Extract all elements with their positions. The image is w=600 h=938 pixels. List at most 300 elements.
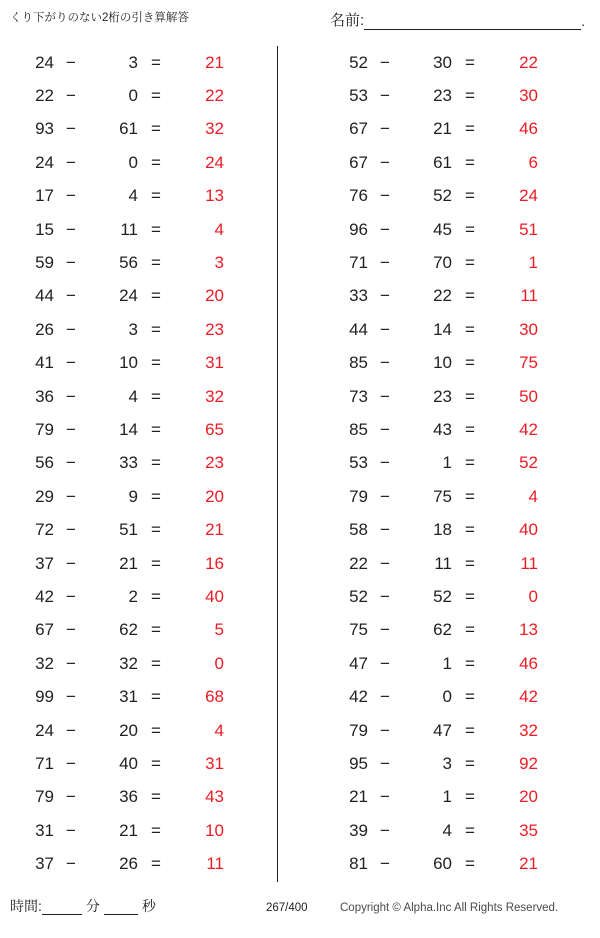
problem-row	[322, 380, 592, 413]
answer: 40	[205, 586, 224, 606]
minus-icon: −	[380, 419, 390, 439]
operand-b: 23	[433, 386, 452, 406]
operand-a: 99	[35, 687, 54, 707]
answer: 75	[519, 353, 538, 373]
minus-icon: −	[380, 753, 390, 773]
operand-a: 53	[349, 453, 368, 473]
minus-icon: −	[66, 52, 76, 72]
minus-icon: −	[66, 419, 76, 439]
answer: 35	[519, 820, 538, 840]
equals-sign: =	[151, 386, 161, 406]
minus-icon: −	[380, 620, 390, 640]
problem-row	[8, 313, 288, 346]
minus-icon: −	[66, 787, 76, 807]
minus-icon: −	[66, 586, 76, 606]
operand-a: 42	[349, 687, 368, 707]
answer: 1	[528, 253, 538, 273]
problem-row	[8, 847, 288, 880]
operand-a: 72	[35, 520, 54, 540]
operand-b: 30	[433, 52, 452, 72]
operand-a: 52	[349, 52, 368, 72]
operand-a: 22	[35, 86, 54, 106]
equals-sign: =	[465, 753, 475, 773]
problem-row	[322, 46, 592, 79]
minutes-input-line[interactable]	[42, 898, 82, 915]
operand-b: 3	[128, 319, 138, 339]
operand-a: 67	[349, 152, 368, 172]
operand-a: 59	[35, 253, 54, 273]
page-header	[0, 0, 600, 40]
answer: 24	[519, 186, 538, 206]
problem-row	[322, 680, 592, 713]
operand-b: 52	[433, 186, 452, 206]
problem-row	[8, 213, 288, 246]
problem-row	[8, 747, 288, 780]
problem-grid	[0, 46, 600, 888]
page-number: 267/400	[266, 902, 308, 914]
problem-row	[8, 480, 288, 513]
answer: 50	[519, 386, 538, 406]
operand-b: 23	[433, 86, 452, 106]
operand-b: 62	[119, 620, 138, 640]
operand-b: 21	[119, 553, 138, 573]
operand-b: 61	[119, 119, 138, 139]
problem-row	[8, 180, 288, 213]
minus-icon: −	[380, 319, 390, 339]
operand-b: 40	[119, 753, 138, 773]
answer: 4	[214, 219, 224, 239]
operand-b: 0	[128, 152, 138, 172]
minus-icon: −	[66, 720, 76, 740]
equals-sign: =	[465, 653, 475, 673]
operand-a: 71	[35, 753, 54, 773]
operand-a: 81	[349, 854, 368, 874]
problem-row	[322, 246, 592, 279]
answer: 11	[520, 553, 538, 573]
operand-a: 52	[349, 586, 368, 606]
problem-row	[8, 714, 288, 747]
answer: 6	[528, 152, 538, 172]
answer: 21	[205, 52, 224, 72]
problem-row	[322, 547, 592, 580]
operand-b: 21	[119, 820, 138, 840]
equals-sign: =	[465, 119, 475, 139]
operand-a: 79	[349, 486, 368, 506]
name-field-area	[330, 6, 585, 30]
answer: 11	[520, 286, 538, 306]
minus-icon: −	[380, 453, 390, 473]
operand-a: 36	[35, 386, 54, 406]
operand-a: 75	[349, 620, 368, 640]
equals-sign: =	[465, 219, 475, 239]
answer: 21	[519, 854, 538, 874]
minus-icon: −	[380, 353, 390, 373]
equals-sign: =	[151, 419, 161, 439]
minus-icon: −	[380, 52, 390, 72]
operand-b: 0	[128, 86, 138, 106]
equals-sign: =	[465, 386, 475, 406]
operand-b: 1	[442, 453, 452, 473]
answer: 3	[214, 253, 224, 273]
operand-b: 36	[119, 787, 138, 807]
operand-b: 10	[433, 353, 452, 373]
operand-a: 44	[35, 286, 54, 306]
equals-sign: =	[151, 753, 161, 773]
time-label: 時間	[10, 898, 38, 914]
operand-b: 47	[433, 720, 452, 740]
problem-row	[8, 580, 288, 613]
minus-icon: −	[380, 119, 390, 139]
answer: 5	[214, 620, 224, 640]
operand-b: 11	[434, 553, 452, 573]
operand-a: 67	[35, 620, 54, 640]
equals-sign: =	[465, 787, 475, 807]
problem-row	[322, 747, 592, 780]
operand-a: 32	[35, 653, 54, 673]
answer: 4	[214, 720, 224, 740]
operand-b: 14	[433, 319, 452, 339]
minus-icon: −	[66, 653, 76, 673]
minus-icon: −	[66, 453, 76, 473]
operand-b: 10	[119, 353, 138, 373]
minus-icon: −	[66, 486, 76, 506]
equals-sign: =	[151, 653, 161, 673]
operand-b: 3	[442, 753, 452, 773]
operand-b: 4	[128, 186, 138, 206]
minus-icon: −	[380, 586, 390, 606]
answer: 42	[519, 687, 538, 707]
minus-icon: −	[380, 553, 390, 573]
equals-sign: =	[465, 486, 475, 506]
operand-a: 31	[35, 820, 54, 840]
problem-row	[8, 614, 288, 647]
equals-sign: =	[151, 86, 161, 106]
minus-icon: −	[66, 820, 76, 840]
answer: 13	[205, 186, 224, 206]
minus-icon: −	[380, 787, 390, 807]
equals-sign: =	[151, 52, 161, 72]
equals-sign: =	[465, 453, 475, 473]
problem-row	[8, 413, 288, 446]
minutes-unit: 分	[85, 898, 100, 914]
answer: 4	[528, 486, 538, 506]
operand-a: 37	[35, 854, 54, 874]
problem-row	[8, 380, 288, 413]
problem-row	[322, 313, 592, 346]
minus-icon: −	[66, 86, 76, 106]
minus-icon: −	[66, 119, 76, 139]
equals-sign: =	[151, 453, 161, 473]
problem-row	[8, 647, 288, 680]
equals-sign: =	[151, 353, 161, 373]
answer: 20	[205, 286, 224, 306]
problem-row	[322, 79, 592, 112]
answer: 32	[205, 119, 224, 139]
answer: 46	[519, 653, 538, 673]
equals-sign: =	[151, 119, 161, 139]
minus-icon: −	[380, 152, 390, 172]
equals-sign: =	[465, 720, 475, 740]
equals-sign: =	[151, 586, 161, 606]
minus-icon: −	[380, 86, 390, 106]
answer: 31	[205, 353, 224, 373]
operand-a: 17	[35, 186, 54, 206]
equals-sign: =	[151, 820, 161, 840]
answer: 30	[519, 86, 538, 106]
equals-sign: =	[465, 319, 475, 339]
operand-a: 47	[349, 653, 368, 673]
operand-a: 93	[35, 119, 54, 139]
operand-a: 21	[349, 787, 368, 807]
equals-sign: =	[465, 152, 475, 172]
operand-b: 52	[433, 586, 452, 606]
operand-b: 32	[119, 653, 138, 673]
equals-sign: =	[151, 319, 161, 339]
problem-row	[322, 213, 592, 246]
problem-row	[322, 580, 592, 613]
name-input-line[interactable]	[364, 11, 581, 30]
operand-a: 85	[349, 419, 368, 439]
minus-icon: −	[66, 854, 76, 874]
problem-row	[8, 513, 288, 546]
problem-row	[8, 814, 288, 847]
equals-sign: =	[465, 620, 475, 640]
operand-a: 96	[349, 219, 368, 239]
problem-row	[8, 113, 288, 146]
time-field-area	[10, 898, 160, 915]
operand-b: 9	[128, 486, 138, 506]
minus-icon: −	[380, 687, 390, 707]
answer: 0	[528, 586, 538, 606]
operand-a: 33	[349, 286, 368, 306]
minus-icon: −	[380, 520, 390, 540]
equals-sign: =	[151, 787, 161, 807]
operand-a: 24	[35, 152, 54, 172]
problem-row	[322, 614, 592, 647]
operand-b: 31	[119, 687, 138, 707]
minus-icon: −	[66, 553, 76, 573]
operand-b: 4	[128, 386, 138, 406]
problem-row	[8, 680, 288, 713]
operand-b: 11	[120, 219, 138, 239]
answer: 0	[214, 653, 224, 673]
equals-sign: =	[151, 186, 161, 206]
equals-sign: =	[151, 520, 161, 540]
equals-sign: =	[465, 52, 475, 72]
operand-a: 85	[349, 353, 368, 373]
minus-icon: −	[380, 720, 390, 740]
answer: 46	[519, 119, 538, 139]
equals-sign: =	[465, 854, 475, 874]
problem-row	[8, 347, 288, 380]
answer: 21	[205, 520, 224, 540]
problem-row	[322, 447, 592, 480]
right-column	[300, 46, 600, 888]
operand-a: 26	[35, 319, 54, 339]
equals-sign: =	[151, 687, 161, 707]
operand-a: 42	[35, 586, 54, 606]
copyright-notice: Copyright © Alpha.Inc All Rights Reserved.	[340, 902, 559, 914]
problem-row	[322, 280, 592, 313]
minus-icon: −	[66, 620, 76, 640]
operand-b: 2	[128, 586, 138, 606]
seconds-input-line[interactable]	[104, 898, 138, 915]
operand-a: 24	[35, 720, 54, 740]
minus-icon: −	[66, 186, 76, 206]
minus-icon: −	[66, 687, 76, 707]
problem-row	[8, 547, 288, 580]
page-footer	[0, 890, 600, 938]
minus-icon: −	[66, 319, 76, 339]
answer: 11	[206, 854, 224, 874]
minus-icon: −	[66, 520, 76, 540]
operand-b: 1	[442, 787, 452, 807]
answer: 16	[205, 553, 224, 573]
answer: 43	[205, 787, 224, 807]
operand-b: 33	[119, 453, 138, 473]
operand-b: 14	[119, 419, 138, 439]
answer: 20	[519, 787, 538, 807]
name-label: 名前	[330, 12, 361, 29]
equals-sign: =	[151, 854, 161, 874]
problem-row	[8, 46, 288, 79]
answer: 22	[205, 86, 224, 106]
column-divider	[277, 46, 278, 882]
equals-sign: =	[465, 353, 475, 373]
equals-sign: =	[151, 253, 161, 273]
problem-row	[322, 781, 592, 814]
answer: 92	[519, 753, 538, 773]
answer: 31	[205, 753, 224, 773]
problem-row	[322, 413, 592, 446]
problem-row	[8, 79, 288, 112]
minus-icon: −	[66, 253, 76, 273]
answer: 30	[519, 319, 538, 339]
answer: 22	[519, 52, 538, 72]
equals-sign: =	[151, 720, 161, 740]
answer: 20	[205, 486, 224, 506]
problem-row	[322, 847, 592, 880]
operand-a: 53	[349, 86, 368, 106]
minus-icon: −	[380, 820, 390, 840]
operand-b: 61	[433, 152, 452, 172]
operand-b: 0	[442, 687, 452, 707]
operand-b: 43	[433, 419, 452, 439]
equals-sign: =	[151, 219, 161, 239]
answer: 23	[205, 319, 224, 339]
minus-icon: −	[380, 486, 390, 506]
problem-row	[322, 180, 592, 213]
operand-a: 73	[349, 386, 368, 406]
equals-sign: =	[151, 620, 161, 640]
operand-b: 75	[433, 486, 452, 506]
problem-row	[8, 447, 288, 480]
operand-b: 51	[119, 520, 138, 540]
minus-icon: −	[380, 253, 390, 273]
minus-icon: −	[66, 152, 76, 172]
equals-sign: =	[465, 286, 475, 306]
operand-a: 29	[35, 486, 54, 506]
minus-icon: −	[380, 186, 390, 206]
operand-a: 71	[349, 253, 368, 273]
answer: 32	[205, 386, 224, 406]
operand-a: 37	[35, 553, 54, 573]
equals-sign: =	[465, 253, 475, 273]
operand-a: 79	[349, 720, 368, 740]
problem-row	[322, 480, 592, 513]
problem-row	[8, 781, 288, 814]
operand-a: 58	[349, 520, 368, 540]
name-end-dot: .	[581, 13, 585, 29]
operand-a: 76	[349, 186, 368, 206]
operand-a: 79	[35, 787, 54, 807]
answer: 42	[519, 419, 538, 439]
minus-icon: −	[66, 219, 76, 239]
left-column	[0, 46, 300, 888]
operand-a: 79	[35, 419, 54, 439]
equals-sign: =	[465, 520, 475, 540]
operand-b: 1	[442, 653, 452, 673]
minus-icon: −	[66, 353, 76, 373]
equals-sign: =	[465, 419, 475, 439]
operand-a: 95	[349, 753, 368, 773]
answer: 13	[519, 620, 538, 640]
operand-b: 45	[433, 219, 452, 239]
worksheet-title: くり下がりのない2桁の引き算解答	[10, 12, 189, 24]
operand-b: 70	[433, 253, 452, 273]
operand-b: 60	[433, 854, 452, 874]
problem-row	[8, 246, 288, 279]
problem-row	[322, 814, 592, 847]
operand-b: 3	[128, 52, 138, 72]
operand-a: 44	[349, 319, 368, 339]
answer: 23	[205, 453, 224, 473]
operand-b: 20	[119, 720, 138, 740]
operand-a: 39	[349, 820, 368, 840]
answer: 24	[205, 152, 224, 172]
problem-row	[322, 347, 592, 380]
answer: 68	[205, 687, 224, 707]
problem-row	[322, 146, 592, 179]
problem-row	[322, 714, 592, 747]
equals-sign: =	[151, 286, 161, 306]
problem-row	[322, 647, 592, 680]
equals-sign: =	[151, 486, 161, 506]
minus-icon: −	[66, 286, 76, 306]
answer: 51	[519, 219, 538, 239]
operand-a: 56	[35, 453, 54, 473]
minus-icon: −	[380, 219, 390, 239]
operand-a: 67	[349, 119, 368, 139]
operand-a: 24	[35, 52, 54, 72]
minus-icon: −	[380, 854, 390, 874]
operand-b: 24	[119, 286, 138, 306]
operand-b: 18	[433, 520, 452, 540]
equals-sign: =	[151, 553, 161, 573]
operand-b: 56	[119, 253, 138, 273]
answer: 40	[519, 520, 538, 540]
seconds-unit: 秒	[141, 898, 156, 914]
equals-sign: =	[465, 86, 475, 106]
operand-b: 4	[442, 820, 452, 840]
name-colon: :	[360, 12, 365, 29]
minus-icon: −	[66, 386, 76, 406]
operand-a: 41	[35, 353, 54, 373]
answer: 10	[205, 820, 224, 840]
minus-icon: −	[66, 753, 76, 773]
operand-a: 22	[349, 553, 368, 573]
answer: 65	[205, 419, 224, 439]
